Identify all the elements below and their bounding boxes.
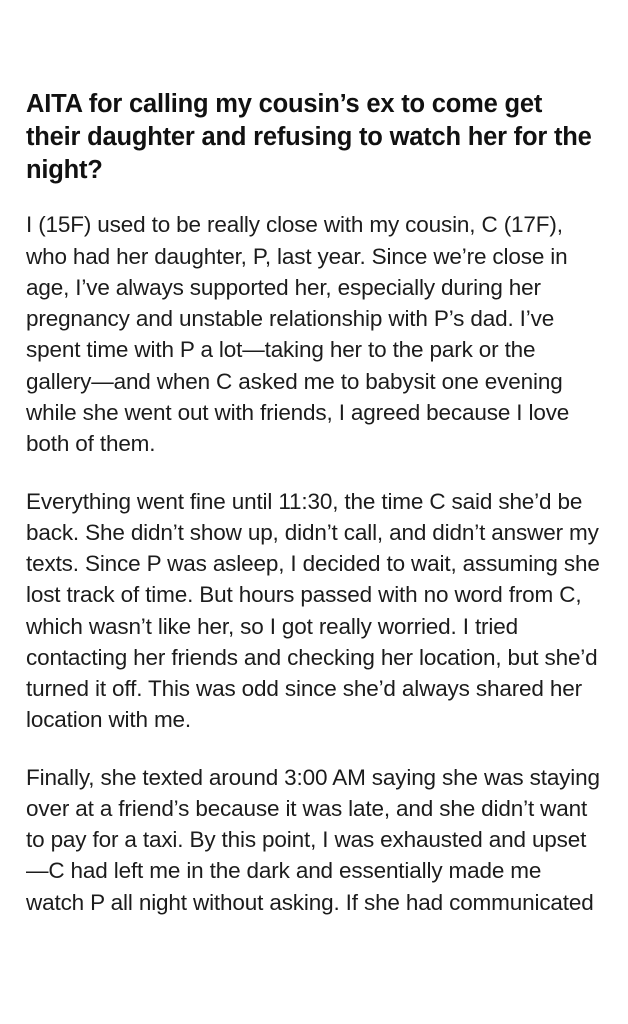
- top-spacer: [26, 0, 602, 88]
- post-paragraph: Everything went fine until 11:30, the time C said she’d be back. She didn’t show up, didn’t call, and didn’t answer my texts. Since P was asleep, I decided to wait, assuming she lost track of time. But hours passed with no word from C, which wasn’t like her, so I got really worried. I tried contacting her friends and checking her location, but she’d turned it off. This was odd since she’d always shared her location with me.: [26, 488, 600, 733]
- bottom-fade-overlay: [0, 998, 628, 1024]
- post-paragraph: Finally, she texted around 3:00 AM saying she was staying over at a friend’s because it was late, and she didn’t want to pay for a taxi. By this point, I was exhausted and upset—C had left me in the dark and essentially made me watch P all night without asking. If she had communicated: [26, 764, 600, 915]
- post-body: [26, 209, 602, 918]
- post-paragraph: I (15F) used to be really close with my cousin, C (17F), who had her daughter, P, last year. Since we’re close in age, I’ve always supported her, especially during her pregnancy and unstable relationship with P’s dad. I’ve spent time with P a lot—taking her to the park or the gallery—and when C asked me to babysit one evening while she went out with friends, I agreed because I love both of them.: [26, 212, 570, 457]
- post-title: AITA for calling my cousin’s ex to come get their daughter and refusing to watch her for the night?: [26, 90, 592, 185]
